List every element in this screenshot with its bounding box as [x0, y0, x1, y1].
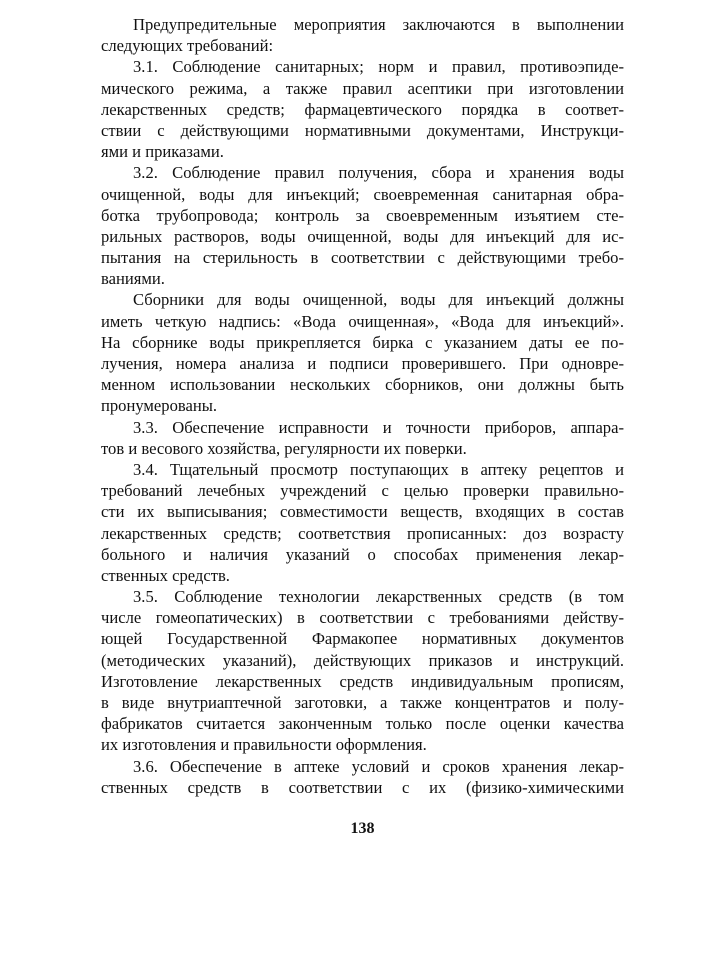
text-line: ствии с действующими нормативными документами, Инструкци- — [101, 120, 624, 140]
text-line: лекарственных средств; соответствия прописанных: доз возрасту — [101, 523, 624, 543]
text-line: очищенной, воды для инъекций; своевременная санитарная обра- — [101, 184, 624, 204]
text-line: мического режима, а также правил асептики при изготовлении — [101, 78, 624, 98]
text-line: Изготовление лекарственных средств индивидуальным прописям, — [101, 671, 624, 691]
text-line: тов и весового хозяйства, регулярности их поверки. — [101, 438, 467, 458]
text-line: рильных растворов, воды очищенной, воды для инъекций для ис- — [101, 226, 624, 246]
text-line: пронумерованы. — [101, 396, 218, 416]
text-line: 3.1. Соблюдение санитарных; норм и правил, противоэпиде- — [133, 57, 624, 77]
text-line: лекарственных средств; фармацевтического порядка в соответ- — [101, 99, 624, 119]
text-line: ющей Государственной Фармакопее нормативных документов — [101, 629, 624, 649]
text-line: 3.5. Соблюдение технологии лекарственных средств (в том — [133, 587, 624, 607]
text-line: требований лечебных учреждений с целью проверки правильно- — [101, 481, 624, 501]
text-line: сти их выписывания; совместимости веществ, входящих в состав — [101, 502, 624, 522]
text-line: 3.2. Соблюдение правил получения, сбора и хранения воды — [133, 163, 624, 183]
text-line: фабрикатов считается законченным только после оценки качества — [101, 714, 624, 734]
text-line: ями и приказами. — [101, 142, 224, 162]
text-line: ственных средств в соответствии с их (физико-химическими — [101, 777, 624, 797]
page-body — [101, 14, 624, 798]
text-line: 3.4. Тщательный просмотр поступающих в аптеку рецептов и — [133, 459, 624, 479]
page-number: 138 — [350, 820, 375, 837]
text-line: Предупредительные мероприятия заключаются в выполнении — [133, 15, 624, 34]
text-line: 3.6. Обеспечение в аптеке условий и сроков хранения лекар- — [133, 756, 624, 776]
text-line: ботка трубопровода; контроль за своевременным изъятием сте- — [101, 205, 624, 225]
text-line: ваниями. — [101, 269, 165, 289]
text-line: в виде внутриаптечной заготовки, а также концентратов и полу- — [101, 693, 624, 712]
text-line: Сборники для воды очищенной, воды для инъекций должны — [133, 290, 624, 310]
text-line: числе гомеопатических) в соответствии с требованиями действу- — [101, 608, 624, 628]
text-line: иметь четкую надпись: «Вода очищенная», «Вода для инъекций». — [101, 311, 624, 331]
text-line: их изготовления и правильности оформления. — [101, 735, 427, 755]
text-line: ственных средств. — [101, 565, 230, 585]
text-line: На сборнике воды прикрепляется бирка с указанием даты ее по- — [101, 332, 624, 352]
text-line: пытания на стерильность в соответствии с действующими требо- — [101, 248, 624, 268]
text-line: больного и наличия указаний о способах применения лекар- — [101, 544, 624, 564]
text-line: 3.3. Обеспечение исправности и точности приборов, аппара- — [133, 417, 624, 437]
text-line: менном использовании нескольких сборников, они должны быть — [101, 375, 624, 395]
text-line: следующих требований: — [101, 36, 274, 56]
text-line: (методических указаний), действующих приказов и инструкций. — [101, 650, 624, 670]
text-line: лучения, номера анализа и подписи проверившего. При одновре- — [101, 354, 624, 373]
